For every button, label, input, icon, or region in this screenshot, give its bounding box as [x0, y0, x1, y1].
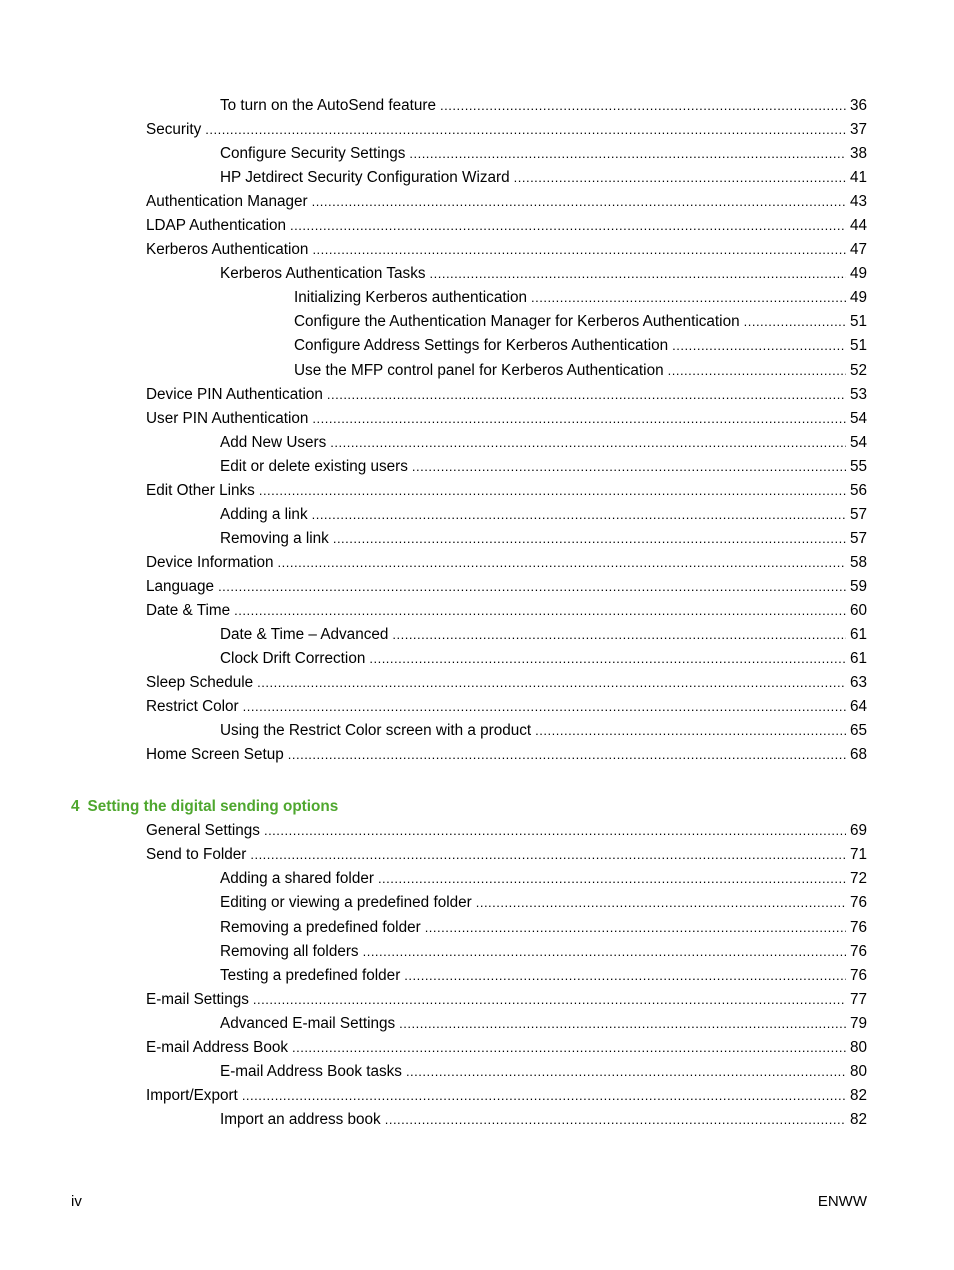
dot-leader [312, 503, 846, 527]
dot-leader [668, 359, 846, 383]
toc-entry[interactable] [0, 262, 954, 286]
toc-entry-page: 61 [849, 626, 867, 644]
toc-entry-title: Configure the Authentication Manager for Kerberos Authentication [294, 313, 740, 331]
toc-entry[interactable] [0, 503, 954, 527]
toc-entry[interactable] [0, 1108, 954, 1132]
dot-leader [278, 551, 846, 575]
dot-leader [288, 743, 846, 767]
toc-entry-page: 49 [849, 265, 867, 283]
toc-entry-page: 41 [849, 169, 867, 187]
dot-leader [234, 599, 846, 623]
toc-entry-page: 69 [849, 822, 867, 840]
toc-entry[interactable] [0, 916, 954, 940]
toc-entry-page: 77 [849, 990, 867, 1008]
toc-entry[interactable] [0, 383, 954, 407]
toc-entry-title: Security [146, 121, 202, 139]
toc-entry-title: Language [146, 577, 215, 595]
toc-entry-page: 47 [849, 241, 867, 259]
dot-leader [744, 310, 846, 334]
toc-entry-title: Adding a shared folder [220, 870, 374, 888]
toc-entry-page: 57 [849, 529, 867, 547]
dot-leader [440, 94, 846, 118]
dot-leader [369, 647, 846, 671]
toc-entry-page: 49 [849, 289, 867, 307]
table-of-contents [0, 94, 954, 1132]
chapter-title: Setting the digital sending options [87, 798, 339, 816]
toc-entry-page: 76 [849, 942, 867, 960]
toc-entry[interactable] [0, 407, 954, 431]
toc-entry-page: 52 [849, 361, 867, 379]
dot-leader [250, 843, 846, 867]
toc-entry[interactable] [0, 166, 954, 190]
toc-entry-title: Edit Other Links [146, 481, 255, 499]
dot-leader [363, 940, 846, 964]
dot-leader [514, 166, 846, 190]
toc-entry-page: 44 [849, 217, 867, 235]
toc-entry-title: General Settings [146, 822, 260, 840]
toc-entry-title: Using the Restrict Color screen with a product [220, 722, 532, 740]
dot-leader [425, 916, 846, 940]
toc-entry-title: Date & Time [146, 601, 231, 619]
toc-entry-page: 79 [849, 1014, 867, 1032]
toc-entry-title: Initializing Kerberos authentication [294, 289, 527, 307]
dot-leader [243, 695, 846, 719]
dot-leader [406, 1060, 846, 1084]
footer-page-label: iv [71, 1193, 82, 1210]
toc-entry-page: 59 [849, 577, 867, 595]
toc-entry[interactable] [0, 359, 954, 383]
toc-entry[interactable] [0, 118, 954, 142]
toc-entry-title: Removing a predefined folder [220, 918, 421, 936]
dot-leader [218, 575, 846, 599]
toc-entry-title: User PIN Authentication [146, 409, 309, 427]
toc-entry-page: 82 [849, 1086, 867, 1104]
toc-entry[interactable] [0, 238, 954, 262]
toc-entry-title: Testing a predefined folder [220, 966, 401, 984]
toc-entry-title: To turn on the AutoSend feature [220, 97, 437, 114]
section-gap [0, 767, 954, 795]
toc-entry[interactable] [0, 527, 954, 551]
toc-entry-page: 61 [849, 650, 867, 668]
toc-entry-title: HP Jetdirect Security Configuration Wizard [220, 169, 510, 187]
toc-entry-title: Removing a link [220, 529, 329, 547]
toc-entry-page: 76 [849, 966, 867, 984]
dot-leader [672, 334, 846, 358]
toc-entry-title: Sleep Schedule [146, 674, 254, 692]
toc-section-top [0, 94, 954, 767]
toc-entry[interactable] [0, 1012, 954, 1036]
toc-entry[interactable] [0, 190, 954, 214]
page-footer [71, 1190, 867, 1214]
toc-entry[interactable] [0, 334, 954, 358]
toc-entry[interactable] [0, 1084, 954, 1108]
toc-entry[interactable] [0, 1036, 954, 1060]
toc-entry-title: Home Screen Setup [146, 746, 284, 764]
toc-entry-title: E-mail Address Book tasks [220, 1062, 402, 1080]
dot-leader [392, 623, 846, 647]
toc-entry[interactable] [0, 719, 954, 743]
toc-entry-title: Configure Address Settings for Kerberos Authentication [294, 337, 669, 355]
toc-entry[interactable] [0, 286, 954, 310]
dot-leader [476, 891, 846, 915]
toc-entry[interactable] [0, 964, 954, 988]
toc-entry-title: Adding a link [220, 505, 308, 523]
toc-entry-page: 36 [849, 97, 867, 114]
toc-entry[interactable] [0, 551, 954, 575]
toc-entry[interactable] [0, 940, 954, 964]
toc-entry-page: 64 [849, 698, 867, 716]
toc-entry-title: Authentication Manager [146, 193, 308, 211]
toc-entry-page: 80 [849, 1038, 867, 1056]
toc-entry-title: Removing all folders [220, 942, 359, 960]
toc-entry-title: Editing or viewing a predefined folder [220, 894, 472, 912]
toc-entry-page: 76 [849, 918, 867, 936]
dot-leader [378, 867, 846, 891]
toc-entry[interactable] [0, 431, 954, 455]
toc-section-bottom [0, 819, 954, 1132]
toc-entry-title: Import an address book [220, 1110, 381, 1128]
toc-entry[interactable] [0, 988, 954, 1012]
toc-entry-title: Kerberos Authentication [146, 241, 309, 259]
toc-entry-page: 58 [849, 553, 867, 571]
toc-entry-title: Import/Export [146, 1086, 238, 1104]
toc-entry[interactable] [0, 623, 954, 647]
toc-entry-page: 54 [849, 409, 867, 427]
toc-entry-title: Add New Users [220, 433, 327, 451]
toc-entry-title: Kerberos Authentication Tasks [220, 265, 426, 283]
toc-entry[interactable] [0, 479, 954, 503]
dot-leader [385, 1108, 846, 1132]
toc-entry-title: Device Information [146, 553, 274, 571]
toc-entry[interactable] [0, 819, 954, 843]
toc-entry-page: 60 [849, 601, 867, 619]
toc-entry-page: 63 [849, 674, 867, 692]
toc-entry[interactable] [0, 891, 954, 915]
toc-entry-page: 51 [849, 337, 867, 355]
dot-leader [264, 819, 846, 843]
dot-leader [333, 527, 846, 551]
dot-leader [412, 455, 846, 479]
toc-entry[interactable] [0, 142, 954, 166]
dot-leader [409, 142, 846, 166]
toc-entry[interactable] [0, 671, 954, 695]
toc-entry-title: Use the MFP control panel for Kerberos Authentication [294, 361, 664, 379]
toc-entry[interactable] [0, 455, 954, 479]
dot-leader [535, 719, 846, 743]
toc-entry-page: 51 [849, 313, 867, 331]
toc-entry[interactable] [0, 599, 954, 623]
toc-entry-page: 53 [849, 385, 867, 403]
dot-leader [330, 431, 846, 455]
toc-entry[interactable] [0, 94, 954, 118]
toc-entry-page: 57 [849, 505, 867, 523]
toc-entry-title: Send to Folder [146, 846, 247, 864]
dot-leader [404, 964, 846, 988]
toc-entry-page: 71 [849, 846, 867, 864]
toc-entry-page: 54 [849, 433, 867, 451]
toc-entry-title: Date & Time – Advanced [220, 626, 389, 644]
toc-entry[interactable] [0, 743, 954, 767]
dot-leader [430, 262, 846, 286]
toc-entry[interactable] [0, 310, 954, 334]
dot-leader [399, 1012, 846, 1036]
dot-leader [327, 383, 846, 407]
toc-entry[interactable] [0, 1060, 954, 1084]
dot-leader [257, 671, 846, 695]
toc-entry-title: E-mail Settings [146, 990, 249, 1008]
toc-entry[interactable] [0, 867, 954, 891]
toc-entry-page: 55 [849, 457, 867, 475]
toc-entry[interactable] [0, 843, 954, 867]
chapter-heading[interactable] [0, 795, 954, 819]
toc-entry-page: 65 [849, 722, 867, 740]
toc-entry[interactable] [0, 575, 954, 599]
toc-entry-page: 82 [849, 1110, 867, 1128]
toc-entry-page: 76 [849, 894, 867, 912]
dot-leader [259, 479, 846, 503]
toc-entry-title: E-mail Address Book [146, 1038, 288, 1056]
dot-leader [292, 1036, 846, 1060]
toc-entry-page: 43 [849, 193, 867, 211]
toc-entry-title: LDAP Authentication [146, 217, 287, 235]
chapter-number: 4 [71, 798, 80, 816]
toc-entry[interactable] [0, 695, 954, 719]
toc-entry-page: 38 [849, 145, 867, 163]
toc-entry-page: 80 [849, 1062, 867, 1080]
toc-entry-title: Edit or delete existing users [220, 457, 408, 475]
toc-entry-title: Advanced E-mail Settings [220, 1014, 396, 1032]
toc-entry[interactable] [0, 214, 954, 238]
dot-leader [290, 214, 846, 238]
dot-leader [312, 407, 846, 431]
dot-leader [312, 238, 846, 262]
dot-leader [242, 1084, 846, 1108]
toc-entry-title: Clock Drift Correction [220, 650, 366, 668]
toc-entry-page: 68 [849, 746, 867, 764]
dot-leader [531, 286, 846, 310]
dot-leader [253, 988, 846, 1012]
toc-entry-page: 72 [849, 870, 867, 888]
footer-doc-code: ENWW [817, 1193, 867, 1210]
toc-entry-page: 37 [849, 121, 867, 139]
dot-leader [312, 190, 846, 214]
toc-entry-page: 56 [849, 481, 867, 499]
toc-entry-title: Device PIN Authentication [146, 385, 323, 403]
toc-entry[interactable] [0, 647, 954, 671]
dot-leader [205, 118, 846, 142]
toc-entry-title: Configure Security Settings [220, 145, 406, 163]
toc-entry-title: Restrict Color [146, 698, 239, 716]
